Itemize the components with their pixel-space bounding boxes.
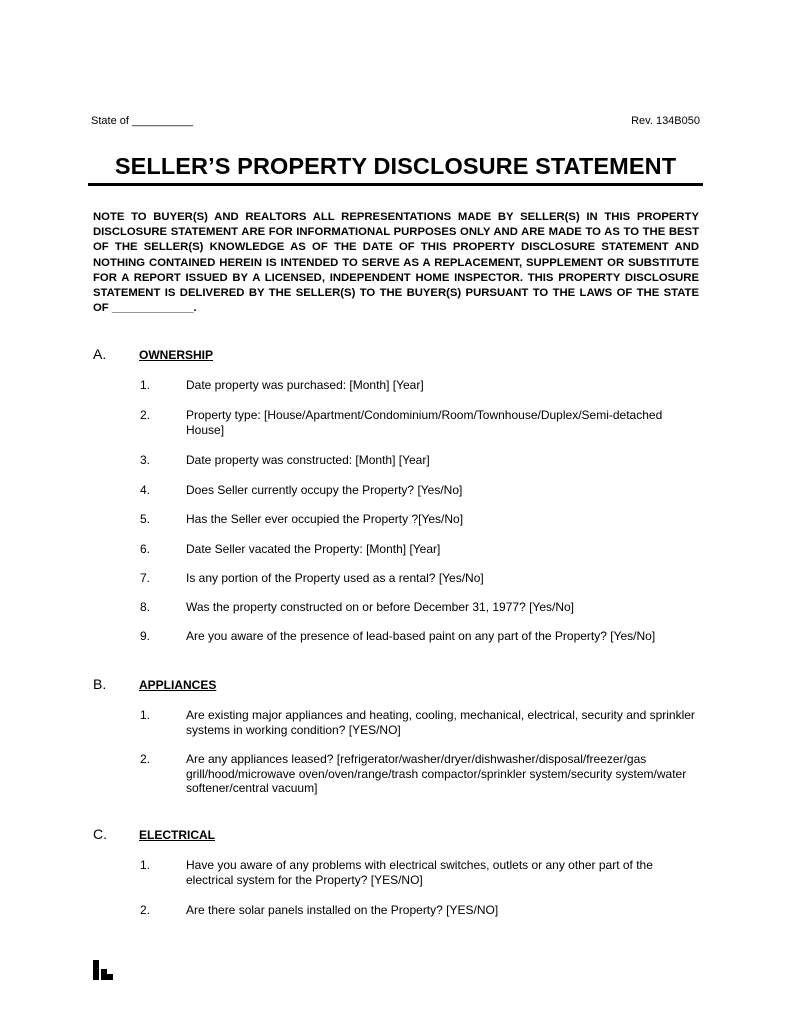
item-number: 7. [140, 571, 151, 585]
item-text: Is any portion of the Property used as a rental? [Yes/No] [186, 571, 484, 585]
item-text: Are there solar panels installed on the Property? [YES/NO] [186, 903, 499, 917]
lawdistrict-logo-icon [93, 960, 113, 980]
section-title: APPLIANCES [139, 678, 217, 692]
item-text: Are existing major appliances and heating, cooling, mechanical, electrical, security and sprinkler systems in working condition? [YES/NO] [186, 708, 695, 737]
item-text: Have you aware of any problems with electrical switches, outlets or any other part of the electrical system for the Property? [YES/NO] [186, 858, 653, 887]
item-text: Date property was constructed: [Month] [Year] [186, 453, 430, 467]
item-number: 1. [140, 378, 151, 392]
item-number: 4. [140, 483, 151, 497]
state-line: State of __________ [91, 115, 194, 127]
title-rule [88, 183, 703, 186]
item-number: 2. [140, 752, 151, 766]
item-number: 2. [140, 903, 151, 917]
item-text: Date property was purchased: [Month] [Year] [186, 378, 424, 392]
section-title: OWNERSHIP [139, 348, 214, 362]
item-number: 2. [140, 408, 151, 422]
section-letter: C. [93, 826, 107, 842]
document-title: SELLER’S PROPERTY DISCLOSURE STATEMENT [114, 153, 677, 179]
item-number: 1. [140, 708, 151, 722]
revision-number: Rev. 134B050 [631, 115, 700, 127]
buyer-notice: NOTE TO BUYER(S) AND REALTORS ALL REPRESENTATIONS MADE BY SELLER(S) IN THIS PROPERTY DISCLOSURE STATEMENT ARE FOR INFORMATIONAL PURPOSES ONLY AND ARE MADE TO AS TO THE BEST OF THE SELLER(S) KNOWLEDGE AS OF THE DATE OF THIS PROPERTY DISCLOSURE STATEMENT AND NOTHING CONTAINED HEREIN IS INTENDED TO SERVE AS A REPLACEMENT, SUPPLEMENT OR SUBSTITUTE FOR A REPORT ISSUED BY A LICENSED, INDEPENDENT HOME INSPECTOR. THIS PROPERTY DISCLOSURE STATEMENT IS DELIVERED BY THE SELLER(S) TO THE BUYER(S) PURSUANT TO THE LAWS OF THE STATE OF _____________. [93, 211, 699, 315]
section-letter: B. [93, 676, 107, 692]
section-title: ELECTRICAL [139, 828, 215, 842]
item-number: 8. [140, 600, 151, 614]
item-text: Does Seller currently occupy the Property? [Yes/No] [186, 483, 463, 497]
item-text: Property type: [House/Apartment/Condominium/Room/Townhouse/Duplex/Semi-detached House] [186, 408, 663, 437]
item-text: Are you aware of the presence of lead-based paint on any part of the Property? [Yes/No] [186, 629, 656, 643]
item-number: 6. [140, 542, 151, 556]
item-text: Has the Seller ever occupied the Property ?[Yes/No] [186, 512, 464, 526]
item-number: 1. [140, 858, 151, 872]
item-number: 3. [140, 453, 151, 467]
item-number: 9. [140, 629, 151, 643]
item-text: Are any appliances leased? [refrigerator/washer/dryer/dishwasher/disposal/freezer/gas grill/hood/microwave oven/oven/range/trash compactor/sprinkler system/security system/water softener/central vacuum] [186, 752, 687, 795]
item-number: 5. [140, 512, 151, 526]
section-letter: A. [93, 346, 107, 362]
item-text: Was the property constructed on or before December 31, 1977? [Yes/No] [186, 600, 574, 614]
item-text: Date Seller vacated the Property: [Month] [Year] [186, 542, 441, 556]
